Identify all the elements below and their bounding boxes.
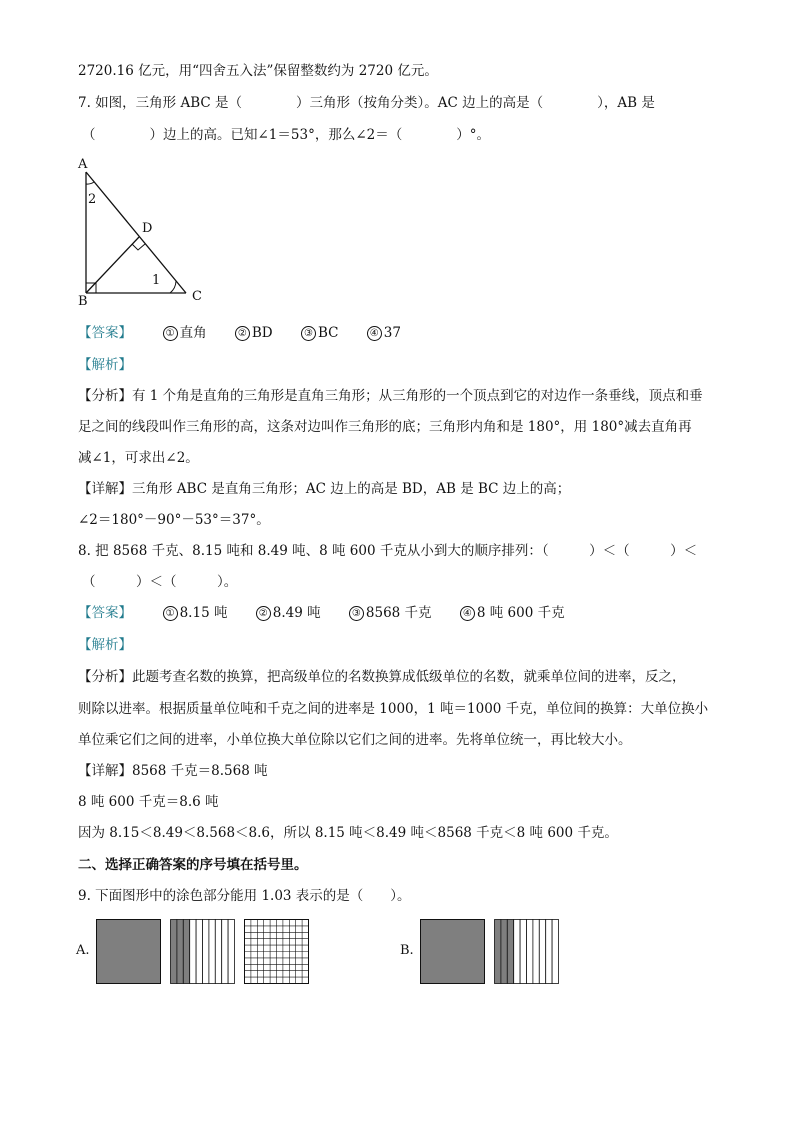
option-a-label: A. — [76, 943, 90, 958]
vertex-b-label: B — [78, 294, 88, 309]
num-circle: ④ — [460, 606, 475, 621]
num-circle: ③ — [301, 326, 316, 341]
angle-1-label: 1 — [152, 273, 161, 288]
q7-detail-1: 【详解】三角形 ABC 是直角三角形；AC 边上的高是 BD，AB 是 BC 边上的高； — [78, 481, 571, 497]
question-8-line2: （ ）＜（ ）。 — [82, 574, 238, 590]
answer-value: 37 — [383, 325, 401, 341]
option-b-figure — [420, 919, 580, 984]
question-7-line2: （ ）边上的高。已知∠1＝53°，那么∠2＝（ ）°。 — [82, 127, 490, 143]
question-8-line1: 8. 把 8568 千克、8.15 吨和 8.49 吨、8 吨 600 千克从小到大的顺序排列：（ ）＜（ ）＜ — [78, 543, 698, 559]
answer-row-q8 — [78, 604, 589, 622]
question-9: 9. 下面图形中的涂色部分能用 1.03 表示的是（ ）。 — [78, 888, 411, 904]
answer-value: BD — [251, 325, 273, 341]
text-line: 2720.16 亿元，用“四舍五入法”保留整数约为 2720 亿元。 — [78, 63, 438, 79]
num-circle: ② — [256, 606, 271, 621]
vertex-c-label: C — [192, 289, 202, 304]
option-a-figure — [96, 919, 346, 984]
q8-analysis-2: 则除以进率。根据质量单位吨和千克之间的进率是 1000，1 吨＝1000 千克，单位间的换算：大单位换小 — [78, 701, 709, 717]
answer-value: 直角 — [179, 325, 207, 341]
analysis-tag: 【解析】 — [78, 637, 132, 653]
option-b-label: B. — [400, 943, 414, 958]
analysis-tag: 【解析】 — [78, 357, 132, 373]
q8-detail-2: 8 吨 600 千克＝8.6 吨 — [78, 794, 219, 810]
answer-value: 8.15 吨 — [179, 605, 228, 621]
vertex-a-label: A — [78, 157, 88, 172]
q7-detail-2: ∠2＝180°－90°－53°＝37°。 — [78, 512, 270, 528]
q8-analysis-3: 单位乘它们之间的进率，小单位换大单位除以它们之间的进率。先将单位统一，再比较大小。 — [78, 732, 632, 748]
vertex-d-label: D — [142, 221, 153, 236]
answer-row-q7 — [78, 324, 425, 342]
num-circle: ④ — [367, 326, 382, 341]
answer-value: 8.49 吨 — [272, 605, 321, 621]
angle-2-label: 2 — [88, 192, 97, 207]
num-circle: ① — [163, 326, 178, 341]
q7-analysis-2: 足之间的线段叫作三角形的高，这条对边叫作三角形的底；三角形内角和是 180°，用 180°减去直角再 — [78, 419, 692, 435]
question-7-line1: 7. 如图，三角形 ABC 是（ ）三角形（按角分类）。AC 边上的高是（ ），AB 是 — [78, 95, 655, 111]
q7-analysis-1: 【分析】有 1 个角是直角的三角形是直角三角形；从三角形的一个顶点到它的对边作一条垂线，顶点和垂 — [78, 388, 703, 404]
answer-value: 8568 千克 — [365, 605, 432, 621]
answer-value: BC — [317, 325, 339, 341]
num-circle: ③ — [349, 606, 364, 621]
answer-tag: 【答案】 — [78, 325, 132, 341]
q8-detail-1: 【详解】8568 千克＝8.568 吨 — [78, 763, 268, 779]
section-heading: 二、选择正确答案的序号填在括号里。 — [78, 857, 308, 873]
q8-detail-3: 因为 8.15＜8.49＜8.568＜8.6，所以 8.15 吨＜8.49 吨＜8568 千克＜8 吨 600 千克。 — [78, 825, 618, 841]
q8-analysis-1: 【分析】此题考查名数的换算，把高级单位的名数换算成低级单位的名数，就乘单位间的进率，反之， — [78, 669, 686, 685]
num-circle: ② — [235, 326, 250, 341]
answer-value: 8 吨 600 千克 — [476, 605, 565, 621]
num-circle: ① — [163, 606, 178, 621]
q7-analysis-3: 减∠1，可求出∠2。 — [78, 450, 199, 466]
answer-tag: 【答案】 — [78, 605, 132, 621]
